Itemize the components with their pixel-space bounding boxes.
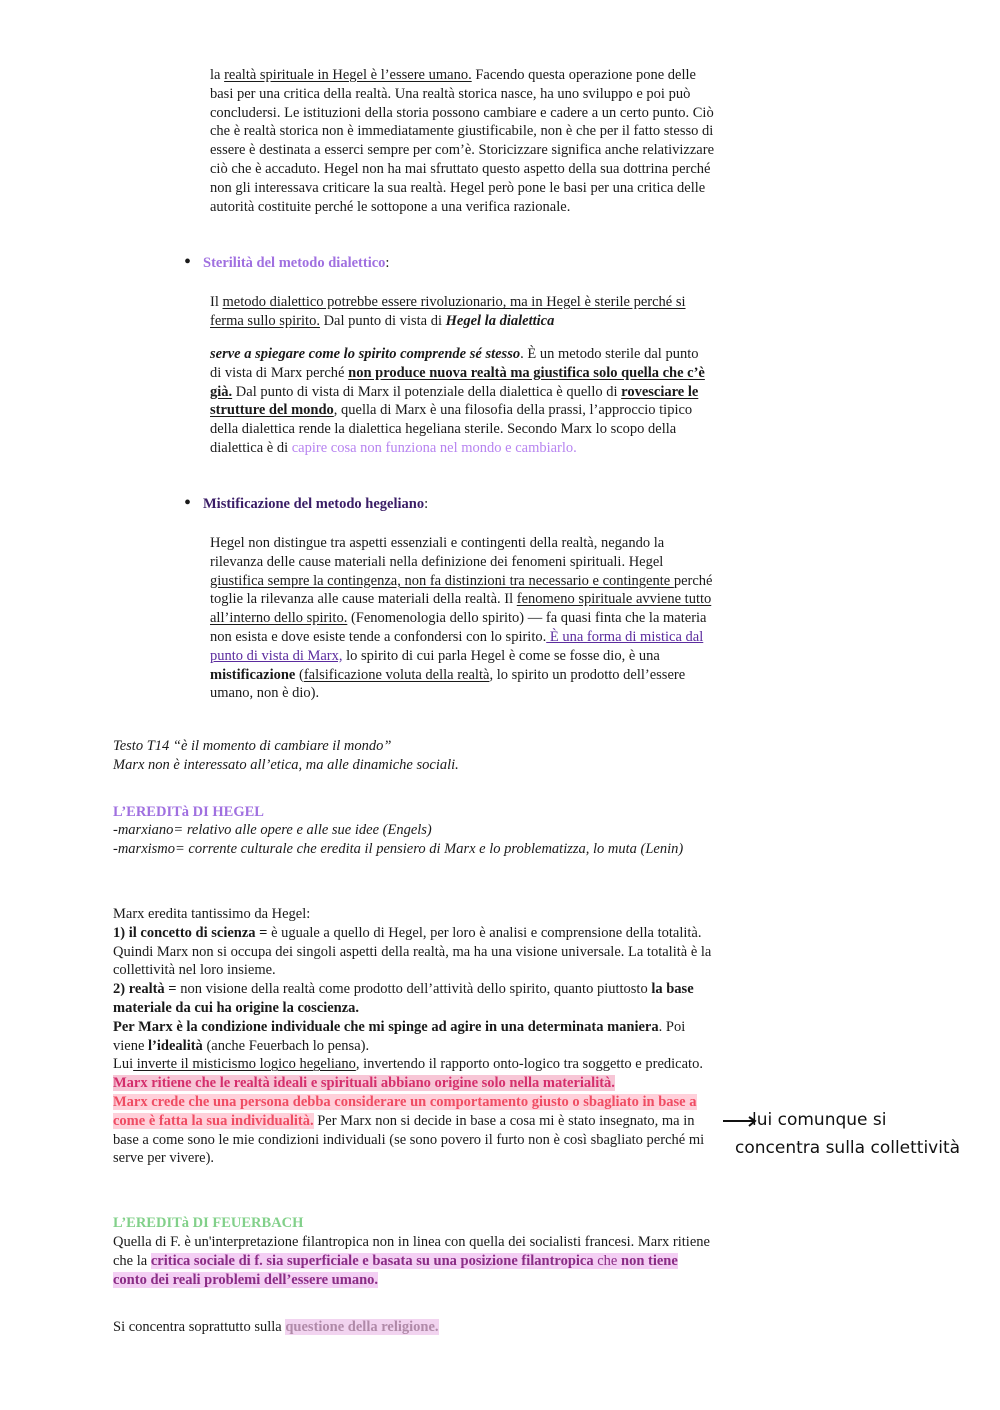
text: Dal punto di vista di Marx il potenziale della dialettica è quello di <box>232 383 622 400</box>
text: Lui <box>113 1056 134 1073</box>
text: , invertendo il rapporto onto-logico tra soggetto e predicato. <box>355 1056 703 1073</box>
bold-text: mistificazione <box>210 666 296 683</box>
testo-line: Marx non è interessato all’etica, ma alle dinamiche sociali. <box>113 756 459 773</box>
bold-italic-text: serve a spiegare come lo spirito comprende sé stesso <box>210 346 521 362</box>
text: non visione della realtà come prodotto dell’attività dello spirito, quanto piuttosto <box>176 981 652 998</box>
section-heading-mistificazione <box>203 495 428 514</box>
highlight-pink: Marx ritiene che le realtà ideali e spirituali abbiano origine solo nella materialità. <box>113 1075 615 1092</box>
text: . È un metodo sterile dal punto di vista di Marx perché <box>210 346 699 381</box>
testo-line: Testo T14 “è il momento di cambiare il mondo” <box>113 738 392 754</box>
colon: : <box>385 255 390 271</box>
text: Il <box>210 294 223 310</box>
intro-text: Facendo questa operazione pone delle basi per una critica della realtà. Una realtà storica nasce, ha uno sviluppo e poi può concludersi. Le istituzioni della storia possono cambiare e cadere a un certo punto. Ciò che è realtà storica non è immediatamente giustificabile, non è che per il fatto stesso di essere è destinata a esserci sempre per com’è. Storicizzare significa anche relativizzare ciò che è accaduto. Hegel non ha mai sfruttato questo aspetto della sua dottrina perché non gli interessava criticare la sua realtà. Hegel però pone le basi per una critica delle autorità costituite perché le sottopone a una verifica razionale. <box>210 67 715 215</box>
sterilita-paragraph-1 <box>210 293 690 331</box>
handwritten-note <box>752 1108 887 1132</box>
eredita-hegel-body <box>113 905 717 1168</box>
religione-line <box>113 1318 713 1337</box>
text: è uguale a quello di Hegel, per loro è analisi e comprensione della totalità. Quindi Marx non si occupa dei singoli aspetti della realtà, ma ha una visione universale. La totalità è la collettività nel loro insieme. <box>113 924 712 979</box>
text: . Poi viene <box>113 1018 686 1054</box>
bold-underline-text: rovesciare le strutture del mondo <box>210 383 699 419</box>
intro-paragraph <box>210 66 720 216</box>
bold-text: 2) realtà = <box>113 981 177 998</box>
intro-text-start: la <box>210 67 225 83</box>
mistica-link[interactable]: È una forma di mistica dal punto di vista di Marx, <box>210 628 704 664</box>
text: Per Marx non si decide in base a cosa mi è stato insegnato, ma in base a come sono le mie condizioni individuali (se sono povero il furto non è così sbagliato perché mi serve per vivere). <box>113 1112 705 1167</box>
sterilita-paragraph-2 <box>210 345 710 458</box>
testo-t14 <box>113 737 713 775</box>
text: (Fenomenologia dello spirito) — fa quasi finta che la materia non esista e dove esiste tende a confondersi con lo spirito. <box>210 610 707 645</box>
heading-eredita-hegel: L’EREDITà DI HEGEL <box>113 804 264 820</box>
definitions <box>113 821 713 859</box>
underline-text: inverte il misticismo logico hegeliano <box>133 1056 356 1073</box>
highlight-violet: critica sociale di f. sia superficiale e basata su una posizione filantropica <box>150 1252 594 1269</box>
mistificazione-paragraph <box>210 534 720 703</box>
text: Si concentra soprattutto sulla <box>113 1319 286 1335</box>
underline-text: falsificazione voluta della realtà <box>303 666 490 683</box>
handwritten-note <box>735 1136 960 1160</box>
highlight-muted: questione della religione. <box>285 1319 439 1335</box>
bold-text: l’idealità <box>148 1037 203 1054</box>
intro-underline: realtà spirituale in Hegel è l’essere umano. <box>224 67 472 83</box>
highlight-red: Marx crede che una persona debba considerare un comportamento giusto o sbagliato in base a come è fatta la sua individualità. <box>113 1093 697 1129</box>
colon: : <box>424 496 429 512</box>
text: Quella di F. è un'interpretazione filantropica non in linea con quella dei socialisti francesi. Marx ritiene che la <box>113 1234 710 1269</box>
bold-text: Per Marx è la condizione individuale che mi spinge ad agire in una determinata maniera <box>113 1018 659 1035</box>
text: , lo spirito un prodotto dell’essere umano, non è dio). <box>210 666 686 702</box>
highlight-violet-plain: che <box>593 1252 621 1269</box>
text: (anche Feuerbach lo pensa). <box>202 1037 370 1054</box>
definition-line: -marxiano= relativo alle opere e alle sue idee (Engels) <box>113 822 432 838</box>
text: perché toglie la rilevanza alle cause materiali della realtà. Il <box>210 572 713 608</box>
mistificazione-heading-label: Mistificazione del metodo hegeliano <box>203 496 425 512</box>
text: Dal punto di vista di <box>319 312 446 329</box>
handnote-line: concentra sulla collettività <box>735 1138 961 1158</box>
highlight-violet: non tiene conto dei reali problemi dell’essere umano. <box>113 1252 678 1288</box>
underline-text: metodo dialettico potrebbe essere rivoluzionario, ma in Hegel è sterile perché si ferma sullo spirito. <box>210 294 686 329</box>
handnote-line: lui comunque si <box>752 1110 887 1130</box>
violet-text: capire cosa non funziona nel mondo e cambiarlo. <box>291 439 577 456</box>
bullet-dot: • <box>184 251 192 273</box>
underline-text: giustifica sempre la contingenza, non fa distinzioni tra necessario e contingente <box>210 572 674 589</box>
underline-text: fenomeno spirituale avviene tutto all’interno dello spirito. <box>210 591 712 627</box>
text: lo spirito di cui parla Hegel è come se fosse dio, è una <box>342 647 660 664</box>
feuerbach-paragraph <box>113 1233 713 1289</box>
text: , quella di Marx è una filosofia della prassi, l’approccio tipico della dialettica rende la dialettica hegeliana sterile. Secondo Marx lo scopo della dialettica è di <box>210 402 693 456</box>
bold-italic-text: Hegel la dialettica <box>445 312 555 329</box>
bold-text: la base materiale da cui ha origine la coscienza. <box>113 981 694 1016</box>
text: Hegel non distingue tra aspetti essenziali e contingenti della realtà, negando la rilevanza delle cause materiali nella definizione dei fenomeni spirituali. Hegel <box>210 535 665 570</box>
section-heading-sterilita <box>203 254 389 273</box>
heading-eredita-feuerbach: L’EREDITà DI FEUERBACH <box>113 1215 304 1231</box>
bold-underline-text: non produce nuova realtà ma giustifica solo quella che c’è già. <box>210 364 705 400</box>
bold-text: 1) il concetto di scienza = <box>113 924 268 941</box>
intro-line: Marx eredita tantissimo da Hegel: <box>113 906 311 922</box>
definition-line: -marxismo= corrente culturale che eredita il pensiero di Marx e lo problematizza, lo muta (Lenin) <box>113 840 684 857</box>
text: ( <box>295 666 304 683</box>
sterilita-heading-label: Sterilità del metodo dialettico <box>203 255 386 271</box>
bullet-dot: • <box>184 492 192 514</box>
